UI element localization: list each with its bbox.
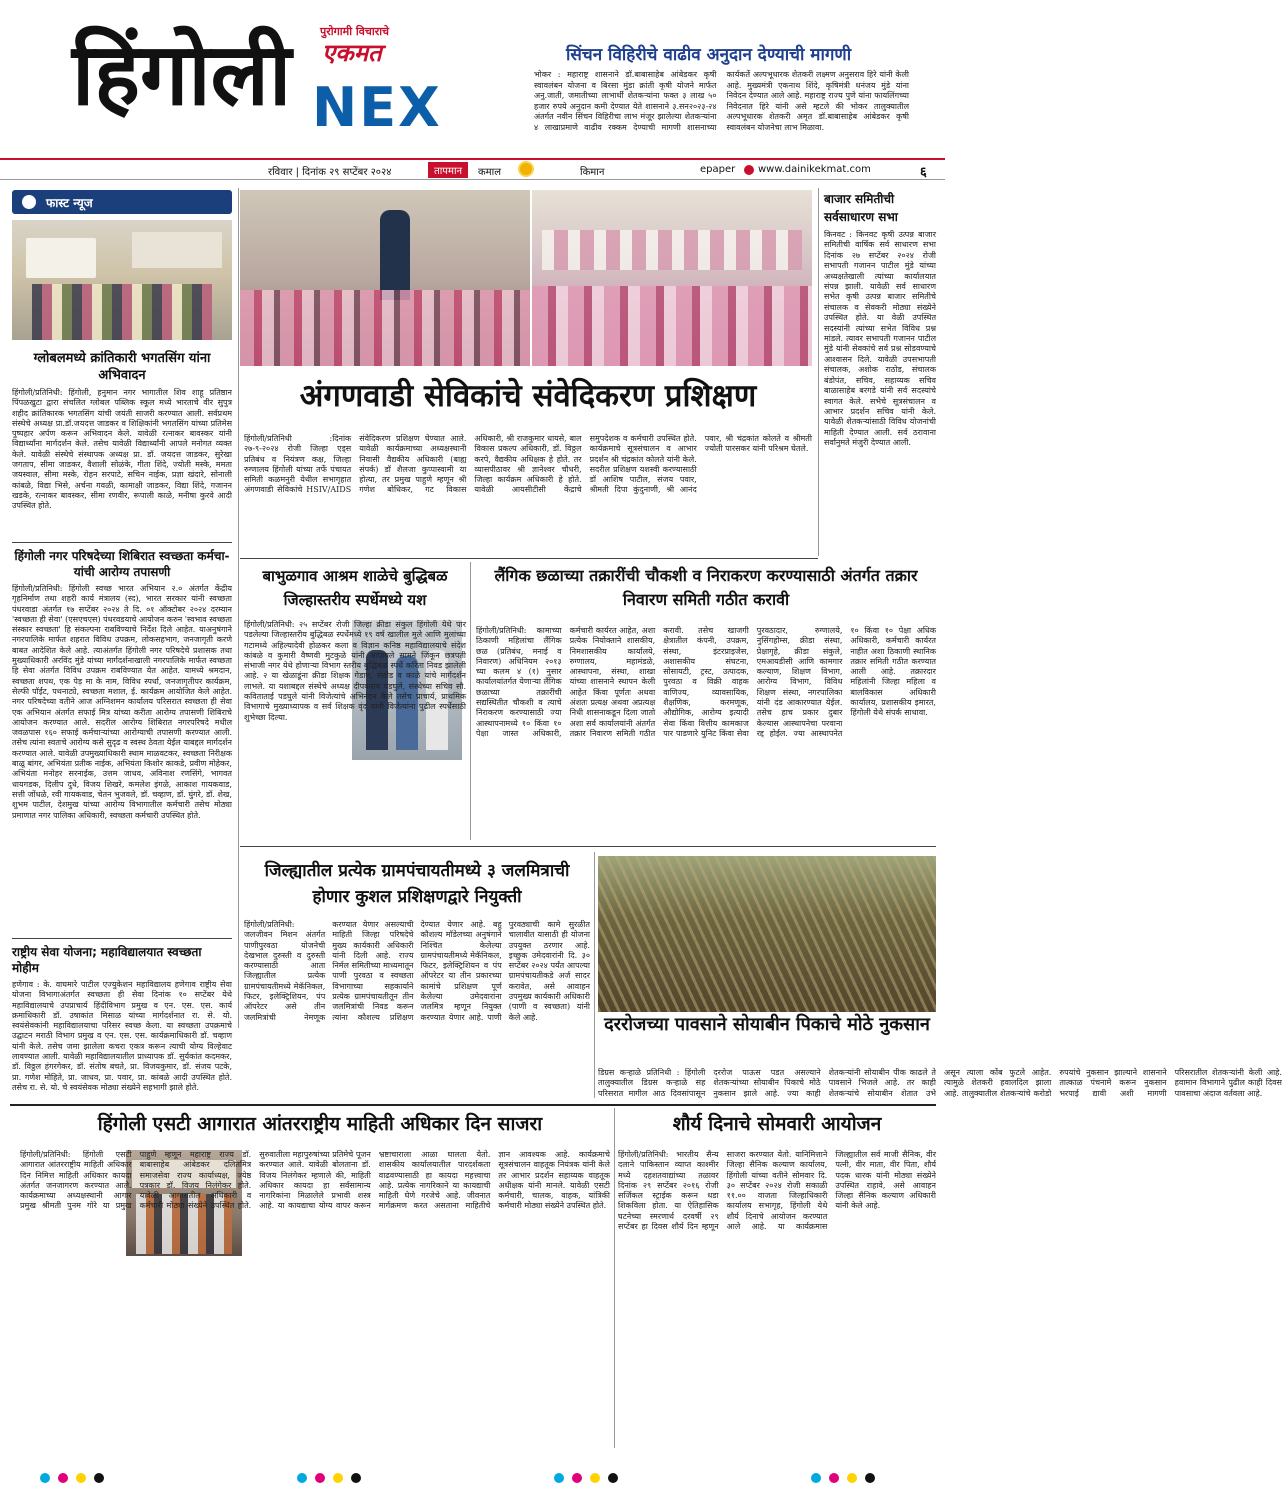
jalmitra-headline: जिल्ह्यातील प्रत्येक ग्रामपंचायतीमध्ये ३ जलमित्राची होणार कुशल प्रशिक्षणद्वारे नियुक्ती: [264, 861, 570, 907]
story1-body: हिंगोली/प्रतिनिधी: हिंगोली, हनुमान नगर भागातील शिव शाहू प्रतिष्ठान पिंपळखुटा द्वारा संचलित ग्लोबल पब्लिक स्कूल मध्ये भारताचे वीर सुपुत्र शहीद क्रांतिकारक भगतसिंग यांची जयंती साजरी करण्यात आली. सर्वप्रथम संस्थेचे अध्यक्ष प्रा.डॉ.जयदत्त जाडकर व शिक्षिकांनी भगतसिंग यांच्या प्रतिमेस पुष्पहार अर्पण करून अभिवादन केले. यावेळी रत्नाकर बावस्कर यांनी विद्यार्थ्यांना मार्गदर्शन केले. तसेच यावेळी विद्यार्थ्यांनी आपले मनोगत व्यक्त केले. यावेळी संस्थेचे संस्थापक अध्यक्ष प्रा. डॉ. जयदत्त जाडकर, सुरेखा जगताप, सीमा जाडकर, वैशाली सोळंके, गीता शिंदे, ज्योती मस्के, ममता जयस्वाल, सीमा मस्के, रोहन सरपाटे, सचिन नाईक, प्रज्ञा खंदारे, सोनाली कांबळे, विद्या भिसे, अर्चना गवळी, कामाक्षी जाडकर, विद्या शिंदे, गजानन खडके, रत्नाकर बावस्कर, सीमा रणवीर, रूपाली काळे, मनीषा कुरवे आदी उपस्थित होते.: [12, 388, 232, 511]
posh-headline: लैंगिक छळाच्या तक्रारींची चौकशी व निराकरण करण्यासाठी अंतर्गत तक्रार निवारण समिती गठीत करावी: [494, 566, 918, 609]
shaurya-headline: शौर्य दिनाचे सोमवारी आयोजन: [672, 1113, 882, 1135]
print-registration-marks: [40, 1468, 910, 1488]
dateline-date: रविवार | दिनांक २९ सप्टेंबर २०२४: [268, 167, 392, 178]
weather-min: किमान: [580, 167, 605, 178]
sidebar-headline: बाजार समितीची सर्वसाधारण सभा: [824, 192, 898, 224]
story1-headline: ग्लोबलमध्ये क्रांतिकारी भगतसिंग यांना अभिवादन: [33, 351, 211, 383]
fast-news-column: [12, 190, 232, 1092]
page-number: ६: [920, 165, 927, 180]
sidebar-body: किनवट : किनवट कृषी उत्पन्न बाजार समितीची वार्षिक सर्व साधारण सभा दिनांक २७ सप्टेंबर २०२४ रोजी सभापती गजानन पाटील मुंडे यांच्या अध्यक्षतेखाली त्यांच्या कार्यालयात संपन्न झाली. यावेळी सर्व साधारण सभेत कृषी उत्पन्न बाजार समितीचे संचालक व सेवकरी मोठ्या संख्येने उपस्थित होते. या वेळी उपस्थित सदस्यांनी त्यांच्या सभेत विविध प्रश्न मांडले. त्यावर सभापती गजानन पाटील मुंडे यांनी सेवकांचे सर्व प्रश्न सोडवण्याचे आश्वासन दिले. यावेळी उपसभापती संचालक, अशोक राठोड, संचालक बंडोपंत, सचिव, सहाय्यक सचिव बाळासाहेब बरगडे यांनी सर्व सदस्यांचे स्वागत केले. सभेचे सूत्रसंचालन व आभार प्रदर्शन सचिव यांनी केले. यावेळी शेतकऱ्यांसाठी विविध योजनांची माहिती देण्यात आली. सर्व ठरावाना सर्वानुमते मंजुरी देण्यात आली.: [824, 230, 936, 448]
story2-body: हिंगोली/प्रतिनिधी: हिंगोली स्वच्छ भारत अभियान २.० अंतर्गत केंद्रीय गृहनिर्माण तथा शहरी कार्य मंत्रालय (स्द), भारत सरकार यांनी स्वच्छता पंधरवाडा अंतर्गत १७ सप्टेंबर २०२४ ते दि. ०१ ऑक्टोबर २०२४ दरम्यान 'स्वच्छता ही सेवा' (एसएचएस) पंधरवडयाचे आयोजन करुन 'स्वभाव स्वच्छता संस्कार स्वच्छता' हि संकल्पना राबविण्याचे निर्देश दिले आहेत. याअनुषंगाने नगरपालिके मार्फत शहरात विविध उपक्रम, लोकसहभाग, जनजागृती करणे बाबत आदेशित केले आहे. त्याअंतर्गत हिंगोली नगर परिषदेचे प्रशासक तथा मुख्याधिकारी अरविंद मुंडे यांच्या मार्गदर्शनाखाली नगरपालिके मार्फत स्वच्छता हि सेवा अंतर्गत विविध उपक्रम राबविण्यात येत आहेत. यामध्ये श्रमदान, स्वच्छता शपथ, एक पेड़ मा के नाम, विविध स्पर्धा, जनजागृतीपर कार्यक्रम, सेल्फी पॉईंट, पथनाट्ये, स्वच्छता मशाल, ई. कार्यक्रम आयोजित केले आहेत. नगर परिषदेच्या वतीने आज अग्निशमन कार्यालय परिसरात स्वच्छता ही सेवा एक अभियान अंतर्गत सफाई मित्र यांच्या करीता आरोग्य तपासणी शिबिराचे आयोजन करण्यात आले. सदरील आरोग्य शिबिरात नगरपरिषदे मधील जवळपास १६० सफाई कर्मचाऱ्यांच्या आरोग्याची तपासणी करण्यात आली. तसेच त्यांना स्वतःचे आरोग्य कसे सुदृढ व स्वस्थ ठेवता येईल याबद्दल मार्गदर्शन करण्यात आले. यावेळी उपमुख्याधिकारी स्थाम माळवटकर, स्वच्छता निरीक्षक बाळू बांगर, अभियंता प्रतीक नाईक, अभियंता किशोर काकडे, प्रवीण मोहेकर, अभियंता मनोहर सरनाईक, उत्तम जाधव, अविनाश रणसिंगे, भागवत धायगडक, दिलीप दुधे, विजय शिखरे, कमलेश इंगळे, आकाश गायकवाड, सत्ती जोंधळे, रवी गायकवाड, चेतन भुजवले, डॉ. चव्हाण, डॉ. घुंगरे, डॉ. शेख, शुभम पाटील, देशमुख यांच्या आरोग्य विभागातील कर्मचारी तसेच मोठ्या प्रमाणात नगर पालिका अधिकारी, स्वच्छता कर्मचारी उपस्थित होते.: [12, 584, 232, 820]
rti-headline: हिंगोली एसटी आगारात आंतरराष्ट्रीय माहिती अधिकार दिन साजरा: [97, 1113, 543, 1135]
brand-name: एकमत: [322, 39, 382, 67]
jalmitra-body: हिंगोली/प्रतिनिधी: जलजीवन मिशन अंतर्गत पाणीपुरवठा योजनेची देखभाल दुरुस्ती व दुरुस्ती करण्यासाठी आता जिल्ह्यातील प्रत्येक ग्रामपंचायतीमध्ये मेकॅनिकल, फिटर, इलेक्ट्रिशियन, पंप ऑपरेटर असे तीन जलमित्रांची नेमणूक करण्यात येणार असल्याची माहिती जिल्हा परिषदेचे मुख्य कार्यकारी अधिकारी यांनी दिली आहे. राज्य निर्मल समितीच्या माध्यमातून पाणी पुरवठा व स्वच्छता विभागाच्या सहकार्याने प्रत्येक ग्रामपंचायतीतून तीन जलमित्रांची निवड करून त्यांना कौशल्य प्रशिक्षण देण्यात येणार आहे. बहु कौशल्य मॉडेलच्या अनुषंगाने निश्चित केलेल्या ग्रामपंचायतीमध्ये मेकॅनिकल, फिटर, इलेक्ट्रिशियन व पंप ऑपरेटर या तीन प्रकारच्या कामांचे प्रशिक्षण पूर्ण केलेल्या उमेदवारांना जलमित्र म्हणून नियुक्त करण्यात येणार आहे. पाणी पुरवठ्याची कामे सुरळीत चालावीत यासाठी ही योजना उपयुक्त ठरणार आहे. इच्छुक उमेदवारांनी दि. ३० सप्टेंबर २०२४ पर्यंत आपल्या ग्रामपंचायतीकडे अर्ज सादर करावेत, असे आवाहन उपमुख्य कार्यकारी अधिकारी (पाणी व स्वच्छता) यांनी केले आहे.: [244, 920, 590, 1022]
rti-body: हिंगोली/प्रतिनिधी: हिंगोली एसटी आगारात आंतरराष्ट्रीय माहिती अधिकार दिन निमित्त माहिती अधिकार कायदा अंतर्गत जनजागरण करण्यात आले. कार्यक्रमाच्या अध्यक्षस्थानी आगार प्रमुख श्रीमती पुनम गोरे या प्रमुख पाहुणे म्हणून महाराष्ट्र राज्य डॉ. बाबासाहेब आंबेडकर दलितमित्र समाजसेवा राज्य कार्याध्यक्ष, ज्येष्ठ पत्रकार डॉ. विजय निलंगेकर होते. यावेळी आगारातील अधिकारी व कर्मचारी मोठ्या संख्येने उपस्थित होते. सुरुवातीला महापुरुषांच्या प्रतिमेचे पूजन करण्यात आले. यावेळी बोलताना डॉ. विजय निलंगेकर म्हणाले की, माहिती अधिकार कायदा हा सर्वसामान्य नागरिकांना मिळालेले प्रभावी शस्त्र आहे. या कायद्याचा योग्य वापर करून भ्रष्टाचाराला आळा घालता येतो. शासकीय कार्यालयातील पारदर्शकता वाढवण्यासाठी हा कायदा महत्त्वाचा आहे. प्रत्येक नागरिकाने या कायद्याची माहिती घेणे गरजेचे आहे. जीवनात मार्गक्रमण करत असताना माहितीचे ज्ञान आवश्यक आहे. कार्यक्रमाचे सूत्रसंचालन वाहतूक नियंत्रक यांनी केले तर आभार प्रदर्शन सहाय्यक वाहतूक अधीक्षक यांनी मानले. यावेळी एसटी कर्मचारी, चालक, वाहक, यांत्रिकी कर्मचारी मोठ्या संख्येने उपस्थित होते.: [20, 1150, 610, 1211]
dateline-bar: [0, 158, 945, 180]
story3-headline: राष्ट्रीय सेवा योजना; महाविद्यालयात स्वच्छता मोहीम: [12, 945, 202, 975]
weather-label: तापमान: [428, 162, 468, 178]
lead-photo-right: [532, 190, 812, 366]
shaurya-body: हिंगोली/प्रतिनिधी: भारतीय सैन्य दलाने पाकिस्तान व्याप्त काश्मीर मध्ये दहशतवाद्यांच्या तळावर दिनांक २९ सप्टेंबर २०१६ रोजी सर्जिकल स्ट्राईक करून धडा शिकविला होता. या ऐतिहासिक घटनेच्या स्मरणार्थ दरवर्षी २९ सप्टेंबर हा दिवस शौर्य दिन म्हणून साजरा करण्यात येतो. यानिमित्ताने जिल्हा सैनिक कल्याण कार्यालय, हिंगोली यांच्या वतीने सोमवार दि. ३० सप्टेंबर २०२४ रोजी सकाळी ११.०० वाजता जिल्हाधिकारी कार्यालय सभागृह, हिंगोली येथे शौर्य दिनाचे आयोजन करण्यात आले आहे. या कार्यक्रमास जिल्ह्यातील सर्व माजी सैनिक, वीर पत्नी, वीर माता, वीर पिता, शौर्य पदक धारक यांनी मोठ्या संख्येने उपस्थित राहावे, असे आवाहन जिल्हा सैनिक कल्याण अधिकारी यांनी केले आहे.: [618, 1150, 936, 1232]
soybean-photo: [598, 856, 936, 1012]
chevron-down-icon: [22, 195, 36, 209]
lead-body: हिंगोली/प्रतिनिधी :दिनांक २७-९-२०२४ रोजी जिल्हा एड्स प्रतिबंध व नियंत्रण कक्ष, जिल्हा रुग्णालय हिंगोली यांच्या तर्फे पंचायत समिती कळमनुरी येथील सभागृहात अंगणवाडी सेविकांचे HSIV/AIDS संवेदिकरण प्रशिक्षण घेण्यात आले. यावेळी कार्यक्रमाच्या अध्यक्षस्थानी निवासी वैद्यकीय अधिकारी (बाह्य संपर्क) डॉ शैलजा कुप्पास्वामी या होत्या, तर प्रमुख पाहुणे म्हणून श्री गणेश बोधिकर, गट विकास अधिकारी, श्री राजकुमार धायसे, बाल विकास प्रकल्प अधिकारी, डॉ. विठ्ठल करपे, वैद्यकीय अधिक्षक हे होते. तर व्यासपीठावर श्री ज्ञानेश्वर चौधरी, जिल्हा कार्यक्रम अधिकारी हे होते. यावेळी आयसीटीसी केंद्राचे समुपदेशक व कर्मचारी उपस्थित होते. कार्यक्रमाचे सूत्रसंचालन व आभार प्रदर्शन श्री चंद्रकांत कोलते यांनी केले. सदरील प्रशिक्षण यशस्वी करण्यासाठी डॉ आशिष पाटील, संजय पवार, श्रीमती दिपा कुंदुनाणी, श्री आनंद पवार, श्री चंद्रकांत कोलते व श्रीमती ज्योती पारसकर यांनी परिश्रम घेतले.: [244, 434, 812, 495]
brand-tagline: पुरोगामी विचाराचे: [320, 25, 390, 38]
top-story-body: भोकर : महाराष्ट्र शासनाने डॉ.बाबासाहेब आंबेडकर कृषी स्वावलंबन योजना व बिरसा मुंडा क्रांती कृषी योजने मार्फत अनु.जाती, जमातीच्या लाभार्थी शेतकऱ्यांना फक्त ३ लाख ५० हजार रुपये अनुदान कमी देण्यात येते शासनाने ३.सन२०२३-२४ अंतर्गत नवीन सिंचन विहिरीचा लाभ मंजूर झालेल्या शेतकऱ्यांना ४ लाखाप्रमाणे वाढीव रक्कम देण्याची मागणी शासनाच्या कार्यकर्ते अल्पभूधारक शेतकरी लक्ष्मण अनुसराव हिरे यांनी केली आहे. मुख्यमंत्री एकनाथ शिंदे, कृषिमंत्री धनंजय मुंडे यांना निवेदन देण्यात आले आहे. महाराष्ट्र राज्य पुणे यांना फायलिंगच्या निवेदनात हिरे यांनी असे म्हटले की भोकर तालुक्यातील अल्पभूधारक शेतकरी अमृत डॉ.बाबासाहेब आंबेडकर कृषी स्वावलंबन योजनेचा लाभ मिळावा.: [534, 70, 909, 132]
website-link[interactable]: www.dainikekmat.com: [758, 164, 871, 175]
brand-nex-logo: NEX: [312, 76, 442, 139]
weather-max: कमाल: [478, 167, 502, 178]
story2-headline: हिंगोली नगर परिषदेच्या शिबिरात स्वच्छता कर्मचा-यांची आरोग्य तपासणी: [14, 549, 230, 579]
story3-body: हणेगाव : के. वाघमारे पाटील एज्युकेशन महाविद्यालय हणेगाव राष्ट्रीय सेवा योजना विभागाअंतर्गत स्वच्छता ही सेवा दिनांक १० सप्टेंबर येथे महाविद्यालयाचे उपप्राचार्य हिंदीविभाग प्रमुख व एन. एस. एस. कार्य क्रमाधिकारी डॉ. उषाकांत मिसाळ यांच्या मार्गदर्शनात रा. से. यो. स्वयंसेवकांनी महाविद्यालयाचा परिसर स्वच्छ केला. या स्वच्छता उपक्रमाचे उद्घाटन मराठी विभाग प्रमुख व एन. एस. एस. कार्यक्रमाधिकारी डॉ. चव्हाण यांनी केले. तसेच जमा झालेला कचरा एकत्र करून त्याची योग्य विल्हेवाट लावण्यात आली. यावेळी महाविद्यालयातील प्राध्यापक डॉ. सुर्यकांत कदमकर, डॉ. विठ्ठल हंगरगेकर, डॉ. संतोष बचते, प्रा. विजयकुमार, डॉ. संजय पटके, प्रा. गणेश मोहिते, प्रा. जाधव, प्रा. पवार, प्रा. कांबळे आदी उपस्थित होते. तसेच रा. से. यो. चे स्वयंसेवक मोठ्या संख्येने सहभागी झाले होते.: [12, 980, 232, 1092]
school-event-photo: [12, 220, 232, 340]
top-story-headline: सिंचन विहिरीचे वाढीव अनुदान देण्याची मागणी: [566, 45, 852, 65]
masthead: [0, 0, 945, 160]
lead-headline: अंगणवाडी सेविकांचे संवेदिकरण प्रशिक्षण: [299, 378, 757, 414]
epaper-label: epaper: [700, 164, 736, 175]
fast-news-header: [12, 190, 232, 214]
soybean-headline: दररोजच्या पावसाने सोयाबीन पिकाचे मोठे नुकसान: [598, 1012, 936, 1038]
fast-news-label: फास्ट न्यूज: [46, 196, 93, 210]
soybean-body: डिग्रस कऱ्हाळे प्रतिनिधी : हिंगोली तालुक्यातील डिग्रस कऱ्हाळे सह परिसरात मागील आठ दिवसांपासून दररोज पाऊस पडत असल्याने शेतकऱ्यांच्या सोयाबीन पिकाचे मोठे नुकसान झाले आहे. ज्या काही शेतकऱ्यांनी सोयाबीन पीक काढले ते पावसाने भिजले आहे. तर काही शेतकऱ्यांचे सोयाबीन शेतात उभे असून त्याला कोंब फुटले आहेत. त्यामुळे शेतकरी हवालदिल झाला आहे. तालुक्यातील शेतकऱ्यांचे करोडो रुपयांचे नुकसान झाल्याने शासनाने तात्काळ पंचनामे करून नुकसान भरपाई द्यावी अशी मागणी परिसरातील शेतकऱ्यांनी केली आहे. हवामान विभागाने पुढील काही दिवस पावसाचा अंदाज वर्तवला आहे.: [598, 1068, 1282, 1098]
babhul-headline: बाभुळगाव आश्रम शाळेचे बुद्धिबळ जिल्हास्तरीय स्पर्धेमध्ये यश: [262, 567, 448, 609]
babhul-body: हिंगोली/प्रतिनिधी: २५ सप्टेंबर रोजी जिल्हा क्रीडा संकुल हिंगोली येथे पार पडलेल्या जिल्हास्तरीय बुद्धिबळ स्पर्धेमध्ये १९ वर्ष खालील मुले आणि मुलांच्या गटामध्ये अहिल्यादेवी होळकर कला व विज्ञान कनिष्ठ महाविद्यालयाचे संदेश कांबळे व कुमारी वैष्णवी मुटकुळे यांनी आपापले सामने जिंकून छत्रपती संभाजी नगर येथे होणाऱ्या विभाग स्तरीय बुद्धिबळ स्पर्धे करिता निवड झालेली आहे. २ या खेळाडूंना क्रीडा शिक्षक गेडाम, राठोड व काळे यांचे मार्गदर्शन लाभले. या यशाबद्दल संस्थेचे अध्यक्ष दीपकराव पडघुले, संस्थेच्या सचिव सौ. कविताताई पडघुले यांनी विजेत्यांचे अभिनंदन केले तसेच प्राचार्य, प्राथमिक विभागाचे मुख्याध्यापक व सर्व शिक्षक वृंद यांनी विजेत्यांना पुढील स्पर्धेसाठी शुभेच्छा दिल्या.: [244, 620, 466, 722]
lead-photo-left: [240, 190, 530, 366]
masthead-title: हिंगोली: [72, 24, 292, 125]
phone-icon: [744, 165, 754, 175]
sun-icon: [520, 163, 532, 175]
posh-body: हिंगोली/प्रतिनिधी: कामाच्या ठिकाणी महिलांचा लैंगिक छळ (प्रतिबंध, मनाई व निवारण) अधिनियम २०१३ च्या कलम ४ (१) नुसार कार्यालयांतर्गत येणाऱ्या लैंगिक छळाच्या तक्रारींची सद्यस्थितीत चौकशी व त्याचे निराकरण करण्यासाठी ज्या आस्थापनामध्ये १० किंवा १० पेक्षा जास्त अधिकारी, कर्मचारी कार्यरत आहेत, अशा प्रत्येक नियोक्ताने शासकीय, निमशासकीय कार्यालये, रुग्णालय, महामंडळे, आस्थापना, संस्था, शाखा यांच्या शासनाने स्थापन केली आहेत किंवा पूर्णतः अथवा अंशतः प्रत्यक्ष अथवा अप्रत्यक्ष निधी शासनाकडून दिला जातो अशा सर्व कार्यालयांनी अंतर्गत तक्रार निवारण समिती गठीत करावी. तसेच खाजगी क्षेत्रातील कंपनी, उपक्रम, संस्था, इंटरप्राइजेस, अशासकीय संघटना, सोसायटी, ट्रस्ट, उत्पादक, पुरवठा व विक्री वाहक वाणिज्य, व्यावसायिक, शैक्षणिक, करमणूक, औद्योगिक, आरोग्य इत्यादी सेवा किंवा वित्तीय कामकाज पार पाडणारे युनिट किंवा सेवा पुरवठादार, रुग्णालये, नुसिंगहोम्स, क्रीडा संस्था, प्रेक्षागृहे, क्रीडा संकुले, एमआयडीसी आणि कामगार कल्याण, शिक्षण विभाग, आरोग्य विभाग, विविध शिक्षण संस्था, नगरपालिका यांनी दंड आकारण्यात येईल. तसेच हाच प्रकार दुबार केल्यास आस्थापनेचा परवाना रद्द होईल. ज्या आस्थापनेत १० किंवा १० पेक्षा अधिक अधिकारी, कर्मचारी कार्यरत नाहीत अशा ठिकाणी स्थानिक तक्रार समिती गठीत करण्यात आली आहे. तक्रारदार महिलांनी जिल्हा महिला व बालविकास अधिकारी कार्यालय, प्रशासकीय इमारत, हिंगोली येथे संपर्क साधावा.: [476, 626, 936, 738]
